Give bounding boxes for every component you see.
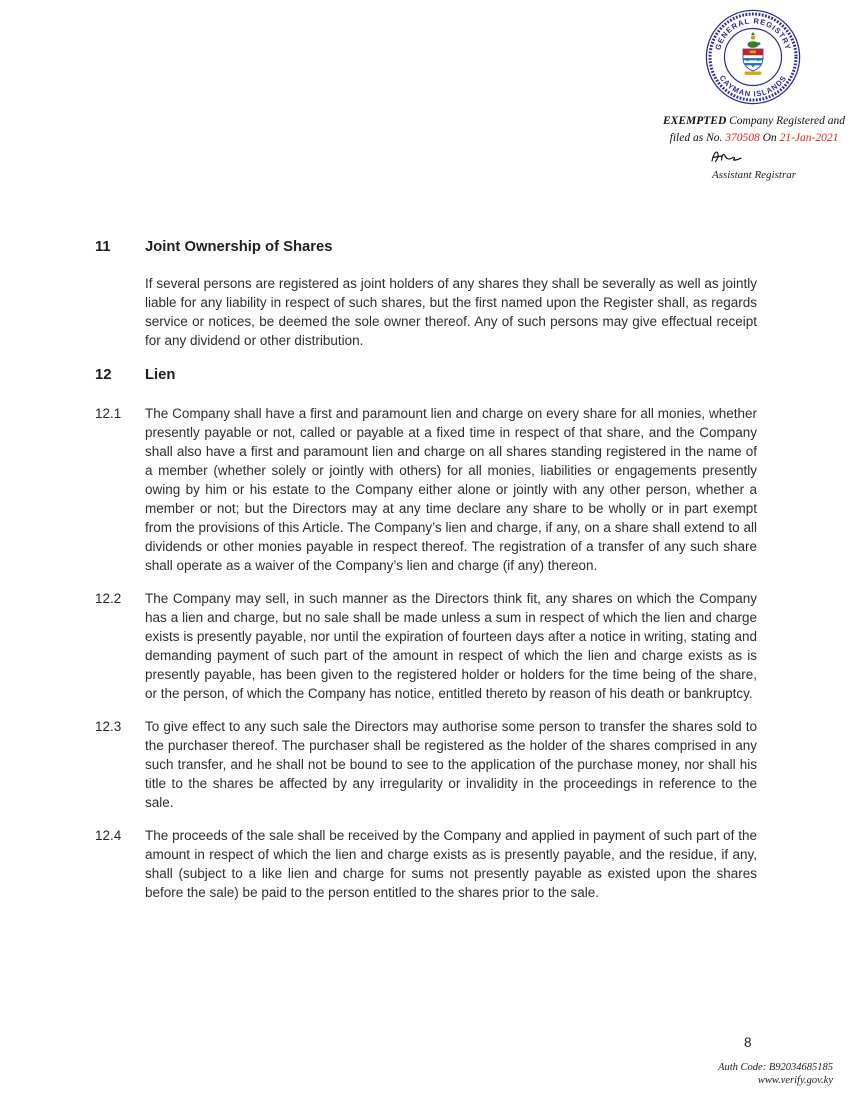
svg-text:★: ★ [745,57,750,63]
auth-code-block [718,1061,833,1087]
paragraph-11 [95,274,757,350]
exempted-label: EXEMPTED [663,115,727,127]
section-title: Lien [145,367,176,383]
seal-top-text: GENERAL REGISTRY [713,16,793,52]
section-11-heading [95,238,757,257]
stamp-line-1 [633,113,850,130]
registrar-signature [710,148,744,166]
paragraph-text: The Company shall have a first and paramount lien and charge on every share for all monies, whether presently payable or not, called or payable at a fixed time in respect of that share, and the Company shall also have a first and paramount lien and charge on all shares standing registered in the name of a member (whether solely or jointly with others) for all monies, liabilities or engagements presently owing by him or his estate to the Company either alone or jointly with any other person, whether a member or not; but the Directors may at any time declare any share to be wholly or in part exempt from the provisions of this Article. The Company’s lien and charge, if any, on a share shall extend to all dividends or other monies payable in respect thereof. The registration of a transfer of any such share shall operate as a waiver of the Company’s lien and charge (if any) thereon. [145,406,757,573]
registration-number: 370508 [725,132,760,144]
section-12-heading [95,366,757,385]
paragraph-number: 12.4 [95,828,122,843]
registration-date: 21-Jan-2021 [779,132,839,144]
filed-as-label: filed as No. [669,132,726,144]
paragraph-number: 12.2 [95,591,122,606]
verify-website: www.verify.gov.ky [757,1075,833,1086]
paragraph-text: If several persons are registered as joint holders of any shares they shall be severally as well as jointly liable for any liability in respect of such shares, but the first named upon the Register shall, as regards service or notices, be deemed the sole owner thereof. Any of such persons may give effectual receipt for any dividend or other distribution. [145,276,757,348]
svg-text:★: ★ [756,57,761,63]
auth-code: Auth Code: B92034685185 [718,1062,833,1073]
paragraph-12-2 [95,589,757,703]
paragraph-number: 12.1 [95,406,122,421]
svg-text:★: ★ [750,63,756,69]
paragraph-text: The Company may sell, in such manner as the Directors think fit, any shares on which the Company has a lien and charge, but no sale shall be made unless a sum in respect of which the lien and charge exists is presently payable, nor until the expiration of fourteen days after a notice in writing, stating and demanding payment of such part of the amount in respect of which the lien and charge exists as is presently payable, has been given to the registered holder or holders for the time being of the share, or the person, of which the Company has notice, entitled thereto by reason of his death or bankruptcy. [145,591,757,701]
paragraph-12-4 [95,826,757,902]
paragraph-text: The proceeds of the sale shall be received by the Company and applied in payment of such part of the amount in respect of which the lien and charge exists as is presently payable, and the residue, if any, shall (subject to a like lien and charge for sums not presently payable as existed upon the shares before the sale) be paid to the person entitled to the shares prior to the sale. [145,828,757,900]
general-registry-seal-icon [704,8,802,106]
section-number: 12 [95,367,112,383]
paragraph-12-3 [95,717,757,812]
page-number: 8 [744,1035,752,1050]
section-title: Joint Ownership of Shares [145,239,333,255]
registration-stamp-text [633,113,850,147]
document-content [95,238,757,916]
paragraph-number [95,274,145,350]
paragraph-12-1 [95,404,757,575]
registrar-title: Assistant Registrar [711,169,797,181]
paragraph-text: To give effect to any such sale the Directors may authorise some person to transfer the shares sold to the purchaser thereof. The purchaser shall be registered as the holder of the shares comprised in any such transfer, and he shall not be bound to see to the application of the purchase money, nor shall his title to the shares be affected by any irregularity or invalidity in the proceedings in reference to the sale. [145,719,757,810]
stamp-line-2 [633,130,850,147]
stamp-on-label: On [759,132,780,144]
seal-bottom-text: CAYMAN ISLANDS [717,73,789,99]
paragraph-number: 12.3 [95,719,122,734]
stamp-line1-rest: Company Registered and [726,115,845,127]
section-number: 11 [95,239,111,255]
